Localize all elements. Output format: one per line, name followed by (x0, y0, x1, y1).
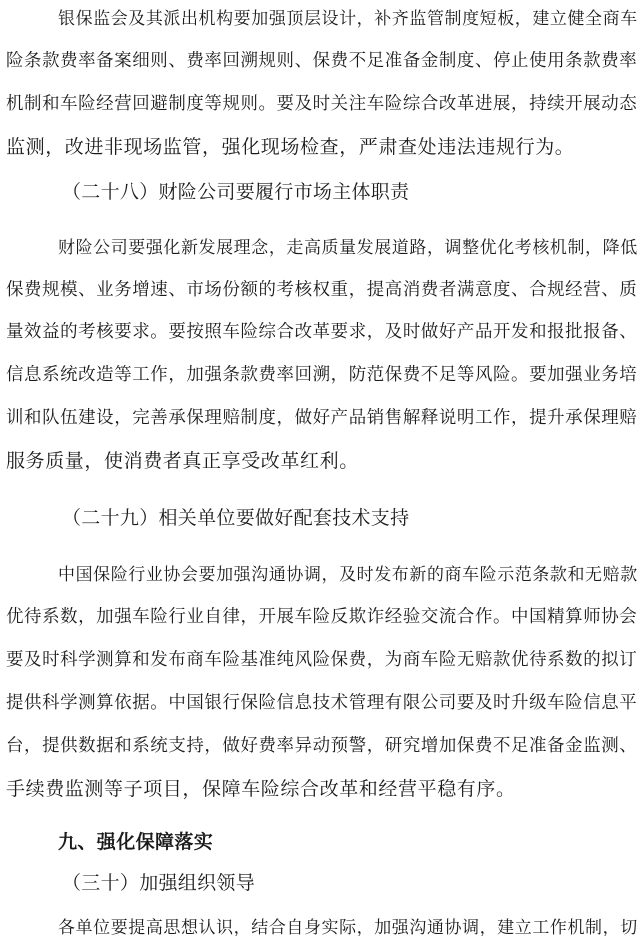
line-text: 信息系统改造等工作，加强条款费率回溯，防范保费不足等风险。要加强业务培 (6, 365, 638, 385)
paragraph-line (6, 648, 640, 672)
paragraph-line (6, 320, 640, 344)
line-text: 各单位要提高思想认识，结合自身实际，加强沟通协调，建立工作机制，切 (58, 918, 638, 936)
subsection-heading-28 (62, 180, 640, 204)
line-text: 保费规模、业务增速、市场份额的考核权重，提高消费者满意度、合规经营、质 (6, 280, 638, 300)
line-text: 量效益的考核要求。要按照车险综合改革要求，及时做好产品开发和报批报备、 (6, 322, 638, 342)
line-text: 财险公司要强化新发展理念，走高质量发展道路，调整优化考核机制，降低 (58, 238, 638, 258)
paragraph-line (6, 777, 640, 801)
heading-text: （二十九）相关单位要做好配套技术支持 (62, 507, 410, 529)
heading-text: （二十八）财险公司要履行市场主体职责 (62, 181, 410, 203)
paragraph-line (6, 605, 640, 629)
line-text: 手续费监测等子项目，保障车险综合改革和经营平稳有序。 (6, 778, 516, 800)
subsection-heading-30 (62, 871, 640, 895)
paragraph-line (58, 7, 640, 31)
section-heading-9 (58, 830, 640, 854)
line-text: 训和队伍建设，完善承保理赔制度，做好产品销售解释说明工作，提升承保理赔 (6, 408, 638, 428)
line-text: 优待系数，加强车险行业自律，开展车险反欺诈经验交流合作。中国精算师协会 (6, 607, 638, 627)
line-text: 要及时科学测算和发布商车险基准纯风险保费，为商车险无赔款优待系数的拟订 (6, 650, 638, 670)
heading-text: 九、强化保障落实 (58, 831, 214, 853)
paragraph-line (6, 92, 640, 116)
line-text: 监测，改进非现场监管，强化现场检查，严肃查处违法违规行为。 (6, 136, 575, 158)
paragraph-line (58, 916, 640, 936)
paragraph-line (6, 135, 640, 159)
paragraph-line (6, 734, 640, 758)
paragraph-line (6, 691, 640, 715)
line-text: 中国保险行业协会要加强沟通协调，及时发布新的商车险示范条款和无赔款 (58, 565, 638, 585)
paragraph-line (6, 49, 640, 73)
line-text: 银保监会及其派出机构要加强顶层设计，补齐监管制度短板，建立健全商车 (58, 9, 638, 29)
line-text: 提供科学测算依据。中国银行保险信息技术管理有限公司要及时升级车险信息平 (6, 693, 638, 713)
paragraph-line (6, 363, 640, 387)
heading-text: （三十）加强组织领导 (62, 872, 256, 894)
line-text: 服务质量，使消费者真正享受改革红利。 (6, 450, 359, 472)
paragraph-line (6, 449, 640, 473)
paragraph-line (58, 563, 640, 587)
subsection-heading-29 (62, 506, 640, 530)
line-text: 台，提供数据和系统支持，做好费率异动预警，研究增加保费不足准备金监测、 (6, 736, 638, 756)
line-text: 险条款费率备案细则、费率回溯规则、保费不足准备金制度、停止使用条款费率 (6, 51, 638, 71)
line-text: 机制和车险经营回避制度等规则。要及时关注车险综合改革进展，持续开展动态 (6, 94, 638, 114)
paragraph-line (58, 236, 640, 260)
paragraph-line (6, 278, 640, 302)
paragraph-line (6, 406, 640, 430)
